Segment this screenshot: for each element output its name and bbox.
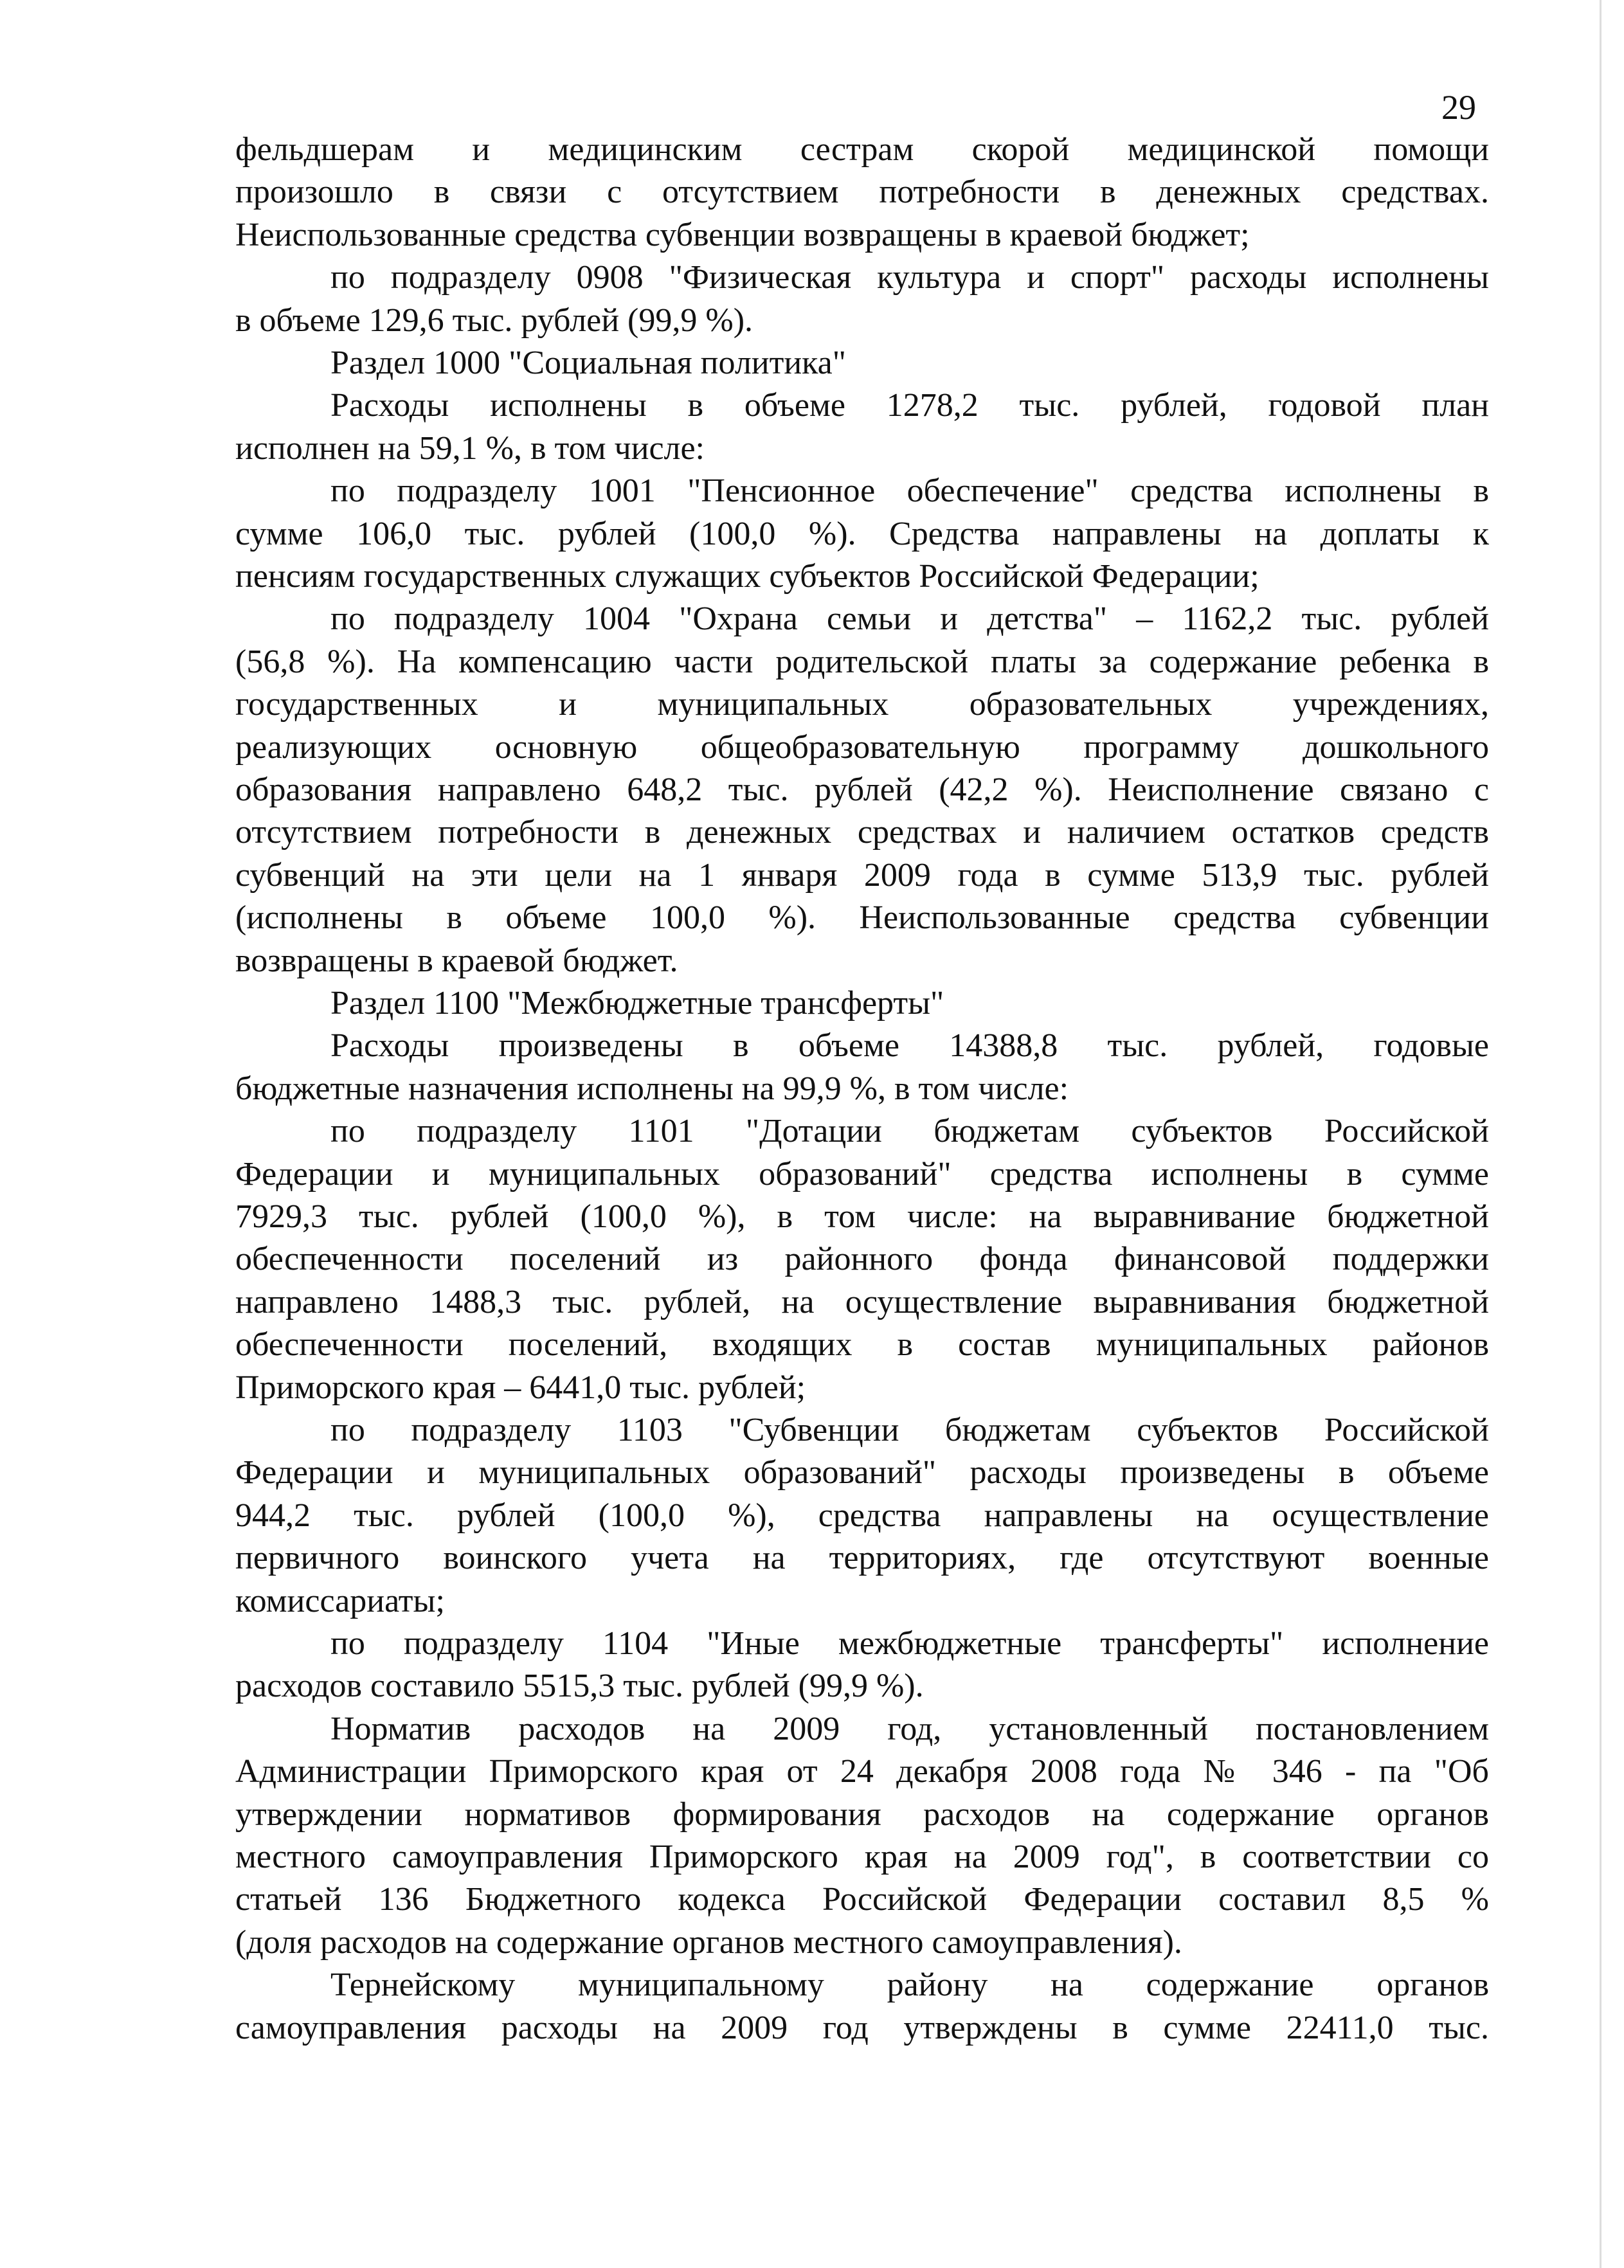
text-line: бюджетные назначения исполнены на 99,9 %, в том числе: <box>235 1070 1069 1107</box>
text-line: сумме 106,0 тыс. рублей (100,0 %). Средства направлены на доплаты к <box>235 516 1489 552</box>
text-line: Норматив расходов на 2009 год, установленный постановлением <box>330 1711 1489 1747</box>
text-line: Неиспользованные средства субвенции возвращены в краевой бюджет; <box>235 217 1250 253</box>
text-line: обеспеченности поселений из районного фонда финансовой поддержки <box>235 1241 1489 1277</box>
text-line: направлено 1488,3 тыс. рублей, на осуществление выравнивания бюджетной <box>235 1284 1489 1320</box>
text-line: утверждении нормативов формирования расходов на содержание органов <box>235 1796 1489 1833</box>
text-line: Администрации Приморского края от 24 декабря 2008 года № 346 - па "Об <box>235 1753 1489 1790</box>
text-line: (56,8 %). На компенсацию части родительской платы за содержание ребенка в <box>235 644 1489 680</box>
text-line: образования направлено 648,2 тыс. рублей (42,2 %). Неисполнение связано с <box>235 771 1489 808</box>
text-line: самоуправления расходы на 2009 год утверждены в сумме 22411,0 тыс. <box>235 2010 1489 2046</box>
text-line: Приморского края – 6441,0 тыс. рублей; <box>235 1369 806 1406</box>
text-line: первичного воинского учета на территориях, где отсутствуют военные <box>235 1540 1489 1576</box>
text-line: по подразделу 1001 "Пенсионное обеспечение" средства исполнены в <box>330 473 1489 509</box>
text-line: Расходы произведены в объеме 14388,8 тыс. рублей, годовые <box>330 1027 1489 1064</box>
text-line: субвенций на эти цели на 1 января 2009 года в сумме 513,9 тыс. рублей <box>235 857 1489 894</box>
text-line: обеспеченности поселений, входящих в состав муниципальных районов <box>235 1326 1489 1363</box>
text-line: государственных и муниципальных образовательных учреждениях, <box>235 686 1489 723</box>
scan-edge <box>1600 0 1601 2268</box>
text-line: местного самоуправления Приморского края на 2009 год", в соответствии со <box>235 1839 1489 1875</box>
text-line: в объеме 129,6 тыс. рублей (99,9 %). <box>235 302 753 339</box>
text-line: комиссариаты; <box>235 1583 445 1619</box>
text-line: исполнен на 59,1 %, в том числе: <box>235 430 705 467</box>
text-line: по подразделу 1103 "Субвенции бюджетам субъектов Российской <box>330 1412 1489 1448</box>
text-line: фельдшерам и медицинским сестрам скорой медицинской помощи <box>235 131 1489 168</box>
text-line: (исполнены в объеме 100,0 %). Неиспользованные средства субвенции <box>235 899 1489 936</box>
text-line: реализующих основную общеобразовательную программу дошкольного <box>235 729 1489 766</box>
text-line: расходов составило 5515,3 тыс. рублей (99,9 %). <box>235 1668 924 1704</box>
page-number: 29 <box>1441 88 1476 127</box>
text-line: 7929,3 тыс. рублей (100,0 %), в том числе: на выравнивание бюджетной <box>235 1198 1489 1235</box>
text-line: Расходы исполнены в объеме 1278,2 тыс. рублей, годовой план <box>330 387 1489 424</box>
text-line: пенсиям государственных служащих субъектов Российской Федерации; <box>235 558 1259 595</box>
text-line: по подразделу 1004 "Охрана семьи и детства" – 1162,2 тыс. рублей <box>330 600 1489 637</box>
text-line: по подразделу 1101 "Дотации бюджетам субъектов Российской <box>330 1113 1489 1149</box>
text-line: по подразделу 1104 "Иные межбюджетные трансферты" исполнение <box>330 1625 1489 1662</box>
text-line: 944,2 тыс. рублей (100,0 %), средства направлены на осуществление <box>235 1497 1489 1534</box>
text-line: произошло в связи с отсутствием потребности в денежных средствах. <box>235 174 1489 210</box>
text-line: статьей 136 Бюджетного кодекса Российской Федерации составил 8,5 % <box>235 1881 1489 1918</box>
section-heading: Раздел 1000 "Социальная политика" <box>330 345 846 381</box>
section-heading: Раздел 1100 "Межбюджетные трансферты" <box>330 985 944 1022</box>
text-line: (доля расходов на содержание органов местного самоуправления). <box>235 1924 1182 1961</box>
text-line: Тернейскому муниципальному району на содержание органов <box>330 1967 1489 2003</box>
text-line: Федерации и муниципальных образований" средства исполнены в сумме <box>235 1156 1489 1192</box>
text-line: Федерации и муниципальных образований" расходы произведены в объеме <box>235 1454 1489 1491</box>
text-line: отсутствием потребности в денежных средствах и наличием остатков средств <box>235 814 1489 851</box>
text-line: по подразделу 0908 "Физическая культура и спорт" расходы исполнены <box>330 259 1489 296</box>
text-line: возвращены в краевой бюджет. <box>235 942 678 979</box>
